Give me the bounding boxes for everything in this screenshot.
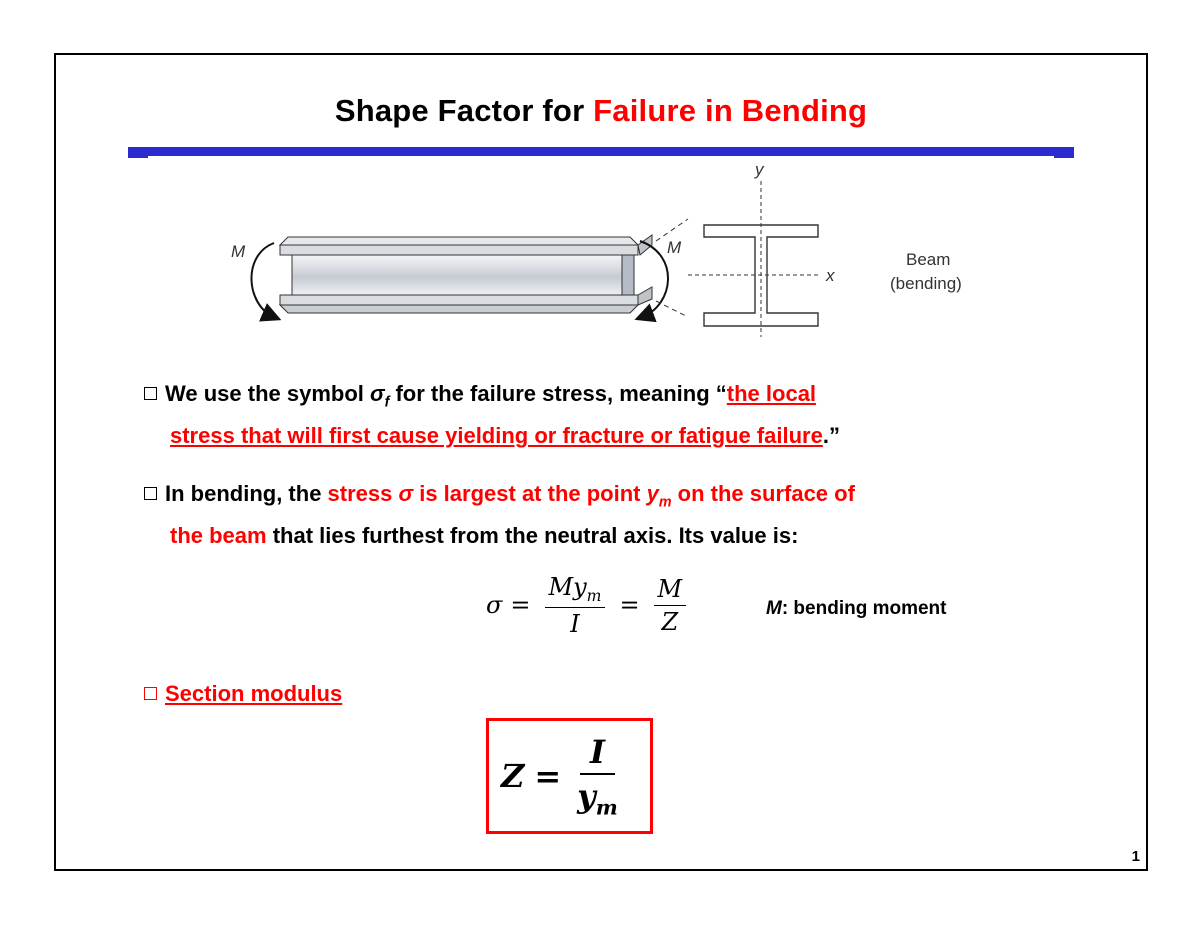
title-prefix: Shape Factor for bbox=[334, 93, 594, 128]
section-modulus-label: Section modulus bbox=[165, 681, 343, 706]
bullet-checkbox-icon bbox=[144, 687, 157, 700]
section-modulus-equation-box bbox=[486, 718, 653, 834]
moment-arrow-left bbox=[251, 243, 274, 317]
failure-definition-part1: the local bbox=[726, 381, 817, 406]
slide bbox=[54, 53, 1148, 871]
fraction-my-over-i: $\frac{My_m}{I}$ bbox=[545, 573, 606, 638]
moment-label-left: M bbox=[231, 242, 246, 261]
title-highlight: Failure in Bending bbox=[593, 93, 868, 128]
bullet-checkbox-icon bbox=[144, 487, 157, 500]
caption-bending: (bending) bbox=[890, 274, 962, 293]
axis-label-y: y bbox=[755, 160, 764, 179]
fraction-m-over-z: $\frac{M}{Z}$ bbox=[654, 575, 687, 636]
sigma-symbol: σ bbox=[369, 381, 385, 406]
page-number: 1 bbox=[1131, 848, 1140, 865]
moment-label-right: M bbox=[667, 238, 682, 257]
bullet-failure-stress: We use the symbol $\sigma_f$ for the failure stress, meaning “the local stress that will first cause yielding or fracture or fatigue failure.” bbox=[144, 377, 840, 452]
i-beam-drawing bbox=[280, 235, 652, 313]
bullet-checkbox-icon bbox=[144, 387, 157, 400]
caption-beam: Beam bbox=[906, 250, 951, 269]
failure-definition-part2: stress that will first cause yielding or fracture or fatigue failure bbox=[170, 423, 823, 449]
bending-stress-equation: σ = $\frac{My_m}{I}$ = $\frac{M}{Z}$ bbox=[486, 573, 692, 638]
moment-arrow-right bbox=[640, 241, 668, 317]
axis-label-x: x bbox=[826, 266, 835, 285]
beam-figure bbox=[56, 55, 1150, 355]
bullet-section-modulus bbox=[144, 677, 342, 710]
bullet-bending-stress: In bending, the stress σ is largest at the point $y_m$ on the surface of the beam that lies furthest from the neutral axis. Its value is: bbox=[144, 477, 855, 552]
moment-note: M: bending moment bbox=[766, 598, 947, 619]
section-modulus-equation: Z = $\frac{I}{y_m}$ bbox=[501, 733, 618, 820]
